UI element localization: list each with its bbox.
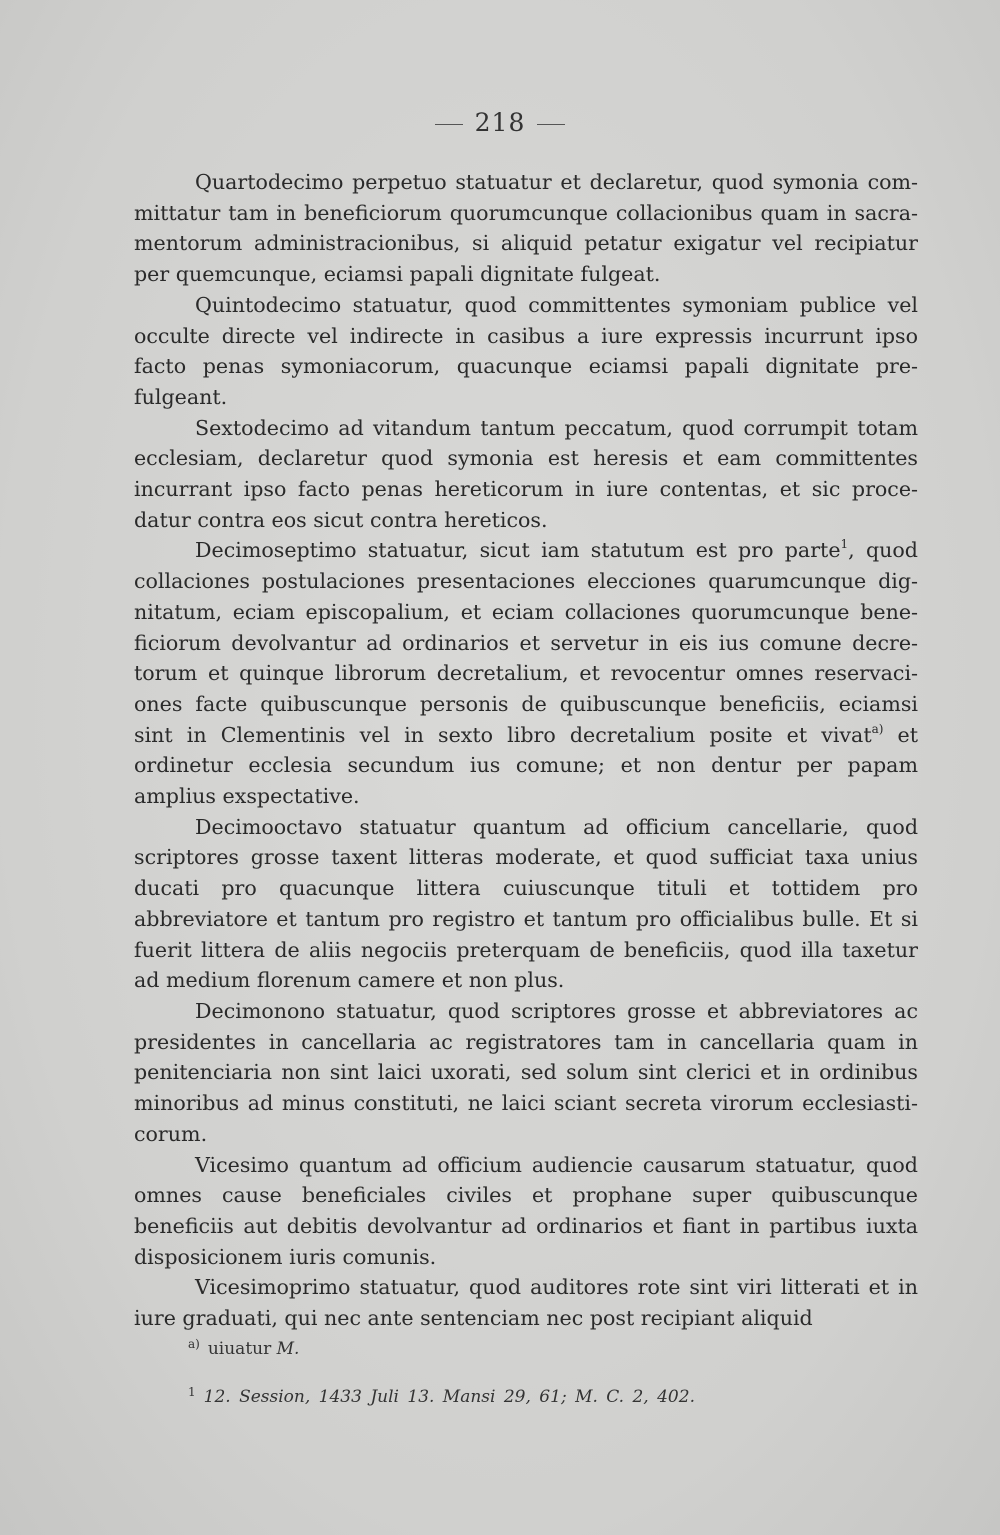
footnote-1-text: 12. Session, 1433 Juli 13. Mansi 29, 61; M. C. 2, 402. [203, 1387, 695, 1407]
paragraph-decimoseptimo [134, 535, 918, 811]
page-header [0, 108, 1000, 137]
footnote-a [188, 1337, 888, 1359]
paragraph-quintodecimo: Quintodecimo statuatur, quod committentes symoniam publice vel occulte directe vel indirecte in casibus a iure expressis incurrunt ipso facto penas symoniacorum, quacunque eciamsi papali dignitate prefulgeant. [134, 292, 918, 409]
footnote-a-source: M. [276, 1339, 300, 1359]
body-text [134, 167, 918, 1334]
p4-text-after: et ordinetur ecclesia secundum ius comune; et non dentur per papam amplius exspectative. [134, 722, 919, 809]
footnote-ref-1: 1 [840, 537, 849, 552]
header-dash-left [435, 124, 463, 125]
header-dash-right [537, 124, 565, 125]
paragraph-sextodecimo: Sextodecimo ad vitandum tantum peccatum, quod corrumpit totam ecclesiam, declaretur quod symonia est heresis et eam committentes incurrant ipso facto penas hereticorum in iure contentas, et sic procedatur contra eos sicut contra hereticos. [134, 415, 918, 532]
page-number: 218 [474, 108, 526, 137]
footnote-1-marker: 1 [188, 1385, 196, 1399]
paragraph-vicesimoprimo: Vicesimoprimo statuatur, quod auditores rote sint viri litterati et in iure graduati, qui nec ante sentenciam nec post recipiant aliquid [134, 1275, 918, 1331]
footnote-ref-a: a) [871, 721, 884, 736]
p4-text-middle: , quod collaciones postulaciones presentaciones elecciones quarumcunque dignitatum, eciam episcopalium, et eciam collaciones quorumcunque beneficiorum devolvantur ad ordinarios et servetur in eis ius comune decretorum et quinque librorum decretalium, et revocentur omnes reservaciones facte quibuscunque personis de quibuscunque beneficiis, eciamsi sint in Clementinis vel in sexto libro decretalium posite et vivat [134, 538, 918, 747]
paragraph-decimonono: Decimonono statuatur, quod scriptores grosse et abbreviatores ac presidentes in cancellaria ac registratores tam in cancellaria quam in penitenciaria non sint laici uxorati, sed solum sint clerici et in ordinibus minoribus ad minus constituti, ne laici sciant secreta virorum ecclesiasticorum. [134, 998, 918, 1146]
paragraph-decimooctavo: Decimooctavo statuatur quantum ad officium cancellarie, quod scriptores grosse taxent litteras moderate, et quod sufficiat taxa unius ducati pro quacunque littera cuiuscunque tituli et tottidem pro abbreviatore et tantum pro registro et tantum pro officialibus bulle. Et si fuerit littera de aliis negociis preterquam de beneficiis, quod illa taxetur ad medium florenum camere et non plus. [134, 814, 918, 993]
paragraph-vicesimo: Vicesimo quantum ad officium audiencie causarum statuatur, quod omnes cause beneficiales civiles et prophane super quibuscunque beneficiis aut debitis devolvantur ad ordinarios et fiant in partibus iuxta disposicionem iuris comunis. [134, 1152, 918, 1269]
footnote-a-text: uiuatur [207, 1339, 272, 1359]
footnote-a-marker: a) [188, 1337, 200, 1351]
footnote-1 [188, 1385, 888, 1407]
p4-text-before: Decimoseptimo statuatur, sicut iam statutum est pro parte [195, 538, 841, 563]
paragraph-quartodecimo: Quartodecimo perpetuo statuatur et declaretur, quod symonia committatur tam in beneficiorum quorumcunque collacionibus quam in sacramentorum administracionibus, si aliquid petatur exigatur vel recipiatur per quemcunque, eciamsi papali dignitate fulgeat. [134, 170, 918, 287]
